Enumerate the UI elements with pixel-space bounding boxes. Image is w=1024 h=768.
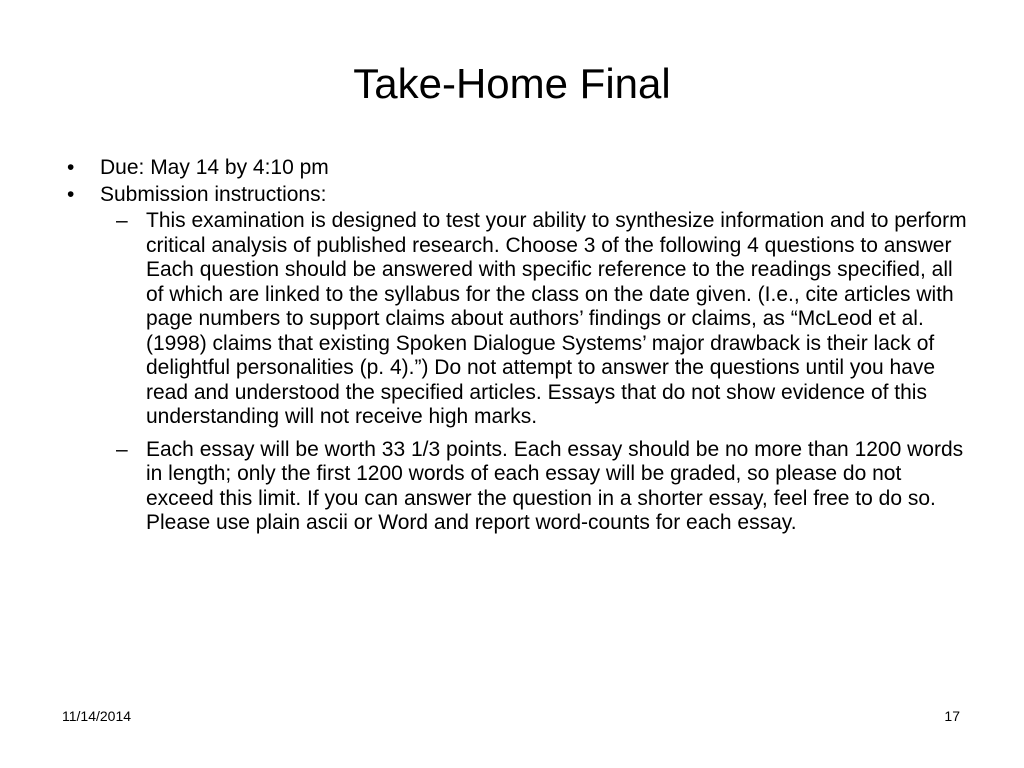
footer-date: 11/14/2014	[62, 708, 132, 724]
slide-content	[62, 156, 967, 544]
bullet-text: Due: May 14 by 4:10 pm	[100, 156, 329, 179]
sub-bullet-exam-description	[62, 209, 967, 430]
bullet-due	[62, 156, 967, 181]
sub-bullet-text: Each essay will be worth 33 1/3 points. Each essay should be no more than 1200 words in length; only the first 1200 words of each essay will be graded, so please do not exceed this limit. If you can answer the question in a shorter essay, feel free to do so. Please use plain ascii or Word and report word-counts for each essay.	[146, 437, 964, 534]
slide-title: Take-Home Final	[353, 60, 671, 107]
bullet-marker: •	[67, 182, 75, 206]
bullet-marker: •	[67, 156, 75, 179]
sub-bullet-text: This examination is designed to test your ability to synthesize information and to perform critical analysis of published research. Choose 3 of the following 4 questions to answer Each question should be answered with specific reference to the readings specified, all of which are linked to the syllabus for the class on the date given. (I.e., cite articles with page numbers to support claims about authors’ findings or claims, as “McLeod et al. (1998) claims that existing Spoken Dialogue Systems’ major drawback is their lack of delightful personalities (p. 4).”) Do not attempt to answer the questions until you have read and understood the specified articles. Essays that do not show evidence of this understanding will not receive high marks.	[146, 209, 967, 428]
footer-page-number: 17	[944, 708, 960, 724]
sub-bullet-marker: –	[116, 437, 128, 461]
bullet-text: Submission instructions:	[100, 182, 327, 206]
bullet-submission-instructions	[62, 183, 967, 208]
sub-bullet-marker: –	[116, 209, 128, 232]
sub-bullet-essay-rules	[62, 438, 967, 536]
